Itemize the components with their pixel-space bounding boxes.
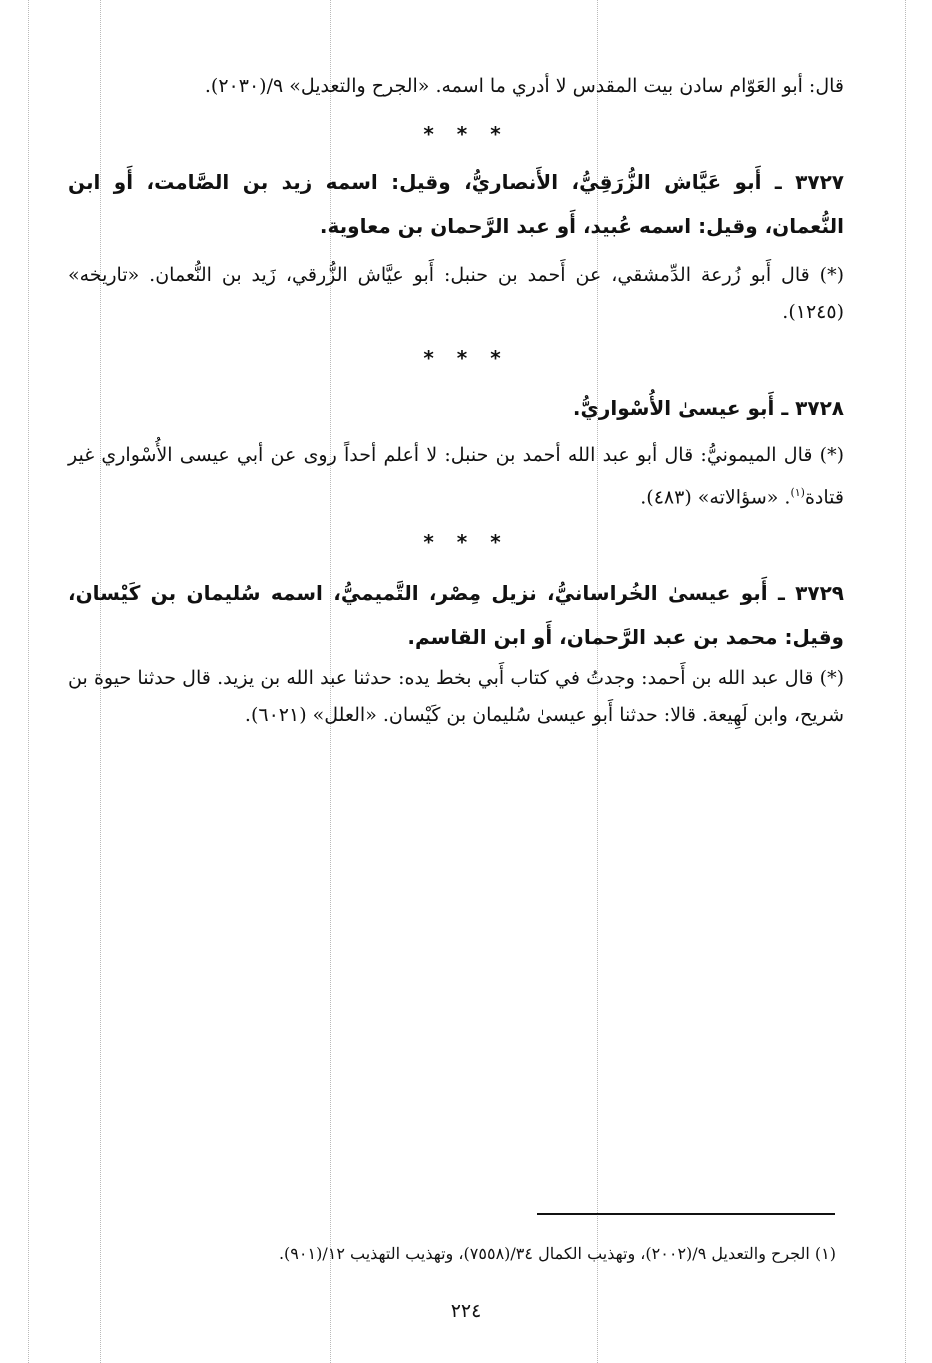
section-separator: * * * xyxy=(423,530,509,554)
entry-3728-body xyxy=(68,437,844,516)
entry-3728-heading: ٣٧٢٨ ـ أَبو عيسىٰ الأُسْواريُّ. xyxy=(572,396,844,420)
footnote-mark: (١) xyxy=(790,486,805,499)
entry-3727-heading: ٣٧٢٧ ـ أَبو عَيَّاش الزُّرَقِيُّ، الأَنصاريُّ، وقيل: اسمه زيد بن الصَّامت، أَو ابن النُّعمان، وقيل: اسمه عُبيد، أَو عبد الرَّحمان بن معاوية. xyxy=(68,170,844,238)
entry-3729-heading: ٣٧٢٩ ـ أَبو عيسىٰ الخُراسانيُّ، نزيل مِصْر، التَّميميُّ، اسمه سُليمان بن كَيْسان، وقيل: محمد بن عبد الرَّحمان، أَو ابن القاسم. xyxy=(68,581,844,649)
section-separator: * * * xyxy=(423,122,509,146)
entry-3728-body-text: (*) قال الميمونيُّ: قال أبو عبد الله أحمد بن حنبل: لا أعلم أحداً روى عن أبي عيسى الأُسْواري غير قتادة xyxy=(68,444,844,509)
entry-3727-body: (*) قال أَبو زُرعة الدِّمشقي، عن أَحمد بن حنبل: أَبو عيَّاش الزُّرقي، زَيد بن النُّعمان. «تاريخه» (١٢٤٥). xyxy=(68,264,844,323)
footnote-divider xyxy=(537,1213,835,1215)
entry-3729-body: (*) قال عبد الله بن أَحمد: وجدتُ في كتاب أَبي بخط يده: حدثنا عبد الله بن يزيد. قال حدثنا حيوة بن شريح، وابن لَهِيعة. قالا: حدثنا أَبو عيسىٰ سُليمان بن كَيْسان. «العلل» (٦٠٢١). xyxy=(68,667,844,726)
footnote: (١) الجرح والتعديل ٩/(٢٠٠٢)، وتهذيب الكمال ٣٤/(٧٥٥٨)، وتهذيب التهذيب ١٢/(٩٠١). xyxy=(278,1244,836,1263)
scan-guide-line xyxy=(28,0,29,1363)
entry-3728-source: . «سؤالاته» (٤٨٣). xyxy=(640,486,791,509)
scan-guide-line xyxy=(905,0,906,1363)
opening-line: قال: أبو العَوّام سادن بيت المقدس لا أدري ما اسمه. «الجرح والتعديل» ٩/(٢٠٣٠). xyxy=(204,75,844,97)
page-number: ٢٢٤ xyxy=(450,1300,482,1322)
section-separator: * * * xyxy=(423,346,509,370)
